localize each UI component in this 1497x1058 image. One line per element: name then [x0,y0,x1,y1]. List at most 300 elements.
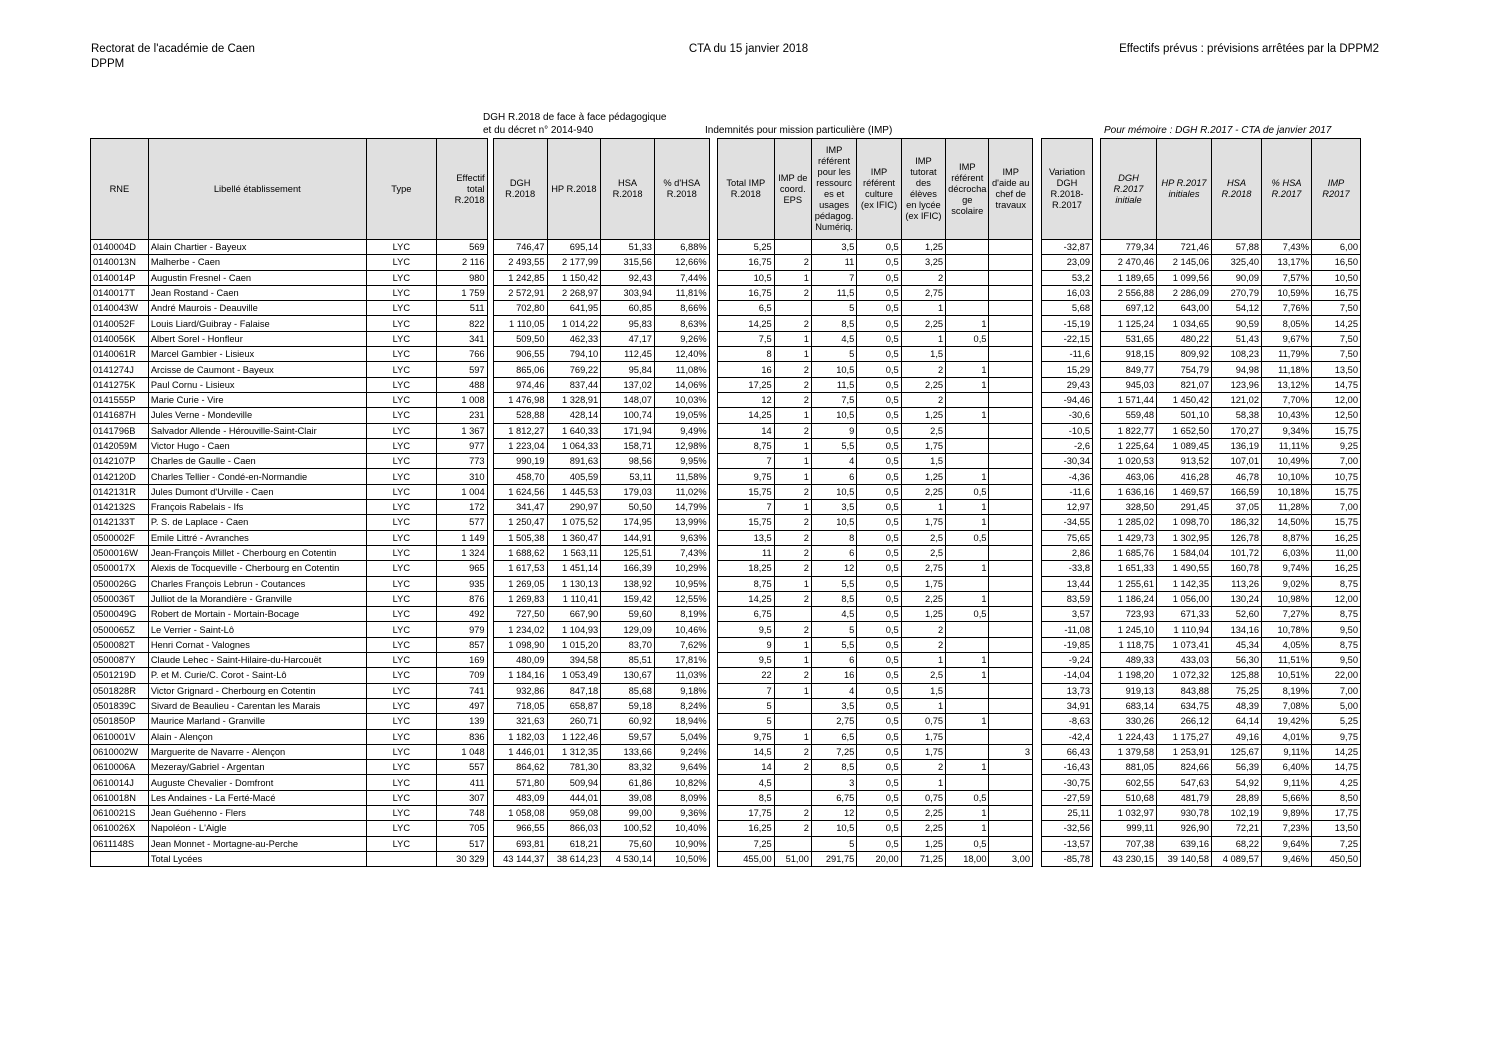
table-row [1101,469,1361,484]
cell-effectif: 748 [437,805,488,820]
cell-imp-tutorat: 2 [901,637,945,652]
cell-imp-tutorat: 2,5 [901,668,945,683]
cell-imp-2017: 7,00 [1312,454,1361,469]
cell-imp-coord: 2 [774,530,811,545]
cell-libelle: Albert Sorel - Honfleur [148,331,366,346]
cell-imp-tutorat: 71,25 [901,851,945,866]
cell-imp-2017: 11,00 [1312,545,1361,560]
cell-pct-hsa: 12,98% [654,438,709,453]
table-row [91,270,1033,285]
cell-hsa-2017: 101,72 [1212,545,1262,560]
cell-pct-hsa: 9,18% [654,683,709,698]
cell-imp-decrochage: 1 [946,362,989,377]
table-row [1042,637,1093,652]
cell-dgh-2017: 559,48 [1101,408,1157,423]
table-row [1042,469,1093,484]
cell-variation: 16,03 [1042,285,1093,300]
cell-imp-2017: 16,25 [1312,561,1361,576]
cell-hp-2017: 266,12 [1157,714,1212,729]
cell-imp-tutorat: 2,25 [901,484,945,499]
cell-total-imp: 6,75 [717,607,774,622]
cell-imp-decrochage [946,285,989,300]
table-row [1101,805,1361,820]
cell-effectif: 497 [437,698,488,713]
table-row [91,607,1033,622]
cell-imp-coord: 2 [774,285,811,300]
table-row [1042,377,1093,392]
cell-imp-culture: 0,5 [857,301,901,316]
cell-imp-ressources: 4,5 [811,331,856,346]
table-row [1042,454,1093,469]
cell-hp-2017: 39 140,58 [1157,851,1212,866]
cell-imp-2017: 14,75 [1312,377,1361,392]
table-row [1042,653,1093,668]
cell-total-imp: 12 [717,392,774,407]
cell-variation: 5,68 [1042,301,1093,316]
table-row [1101,760,1361,775]
cell-hp: 260,71 [547,714,601,729]
cell-total-imp: 17,25 [717,377,774,392]
cell-imp-ressources: 10,5 [811,515,856,530]
caption-dgh-line1: DGH R.2018 de face à face pédagogique [483,112,667,123]
cell-imp-decrochage: 1 [946,805,989,820]
table-row [1101,423,1361,438]
cell-imp-2017: 13,50 [1312,821,1361,836]
cell-effectif: 557 [437,760,488,775]
cell-imp-tutorat: 2,5 [901,530,945,545]
cell-pct-hsa-2017: 6,40% [1262,760,1312,775]
cell-libelle: Malherbe - Caen [148,255,366,270]
cell-imp-2017: 7,25 [1312,836,1361,851]
cell-total-imp: 15,75 [717,484,774,499]
header-center-title: CTA du 15 janvier 2018 [688,43,809,55]
cell-imp-coord [774,301,811,316]
cell-hp: 394,58 [547,653,601,668]
cell-imp-culture: 0,5 [857,698,901,713]
cell-imp-ressources: 10,5 [811,362,856,377]
table-row [1042,484,1093,499]
cell-variation: 13,73 [1042,683,1093,698]
cell-hp-2017: 671,33 [1157,607,1212,622]
cell-imp-2017: 10,50 [1312,270,1361,285]
cell-effectif: 766 [437,347,488,362]
table-row [1042,515,1093,530]
cell-imp-tutorat: 1,25 [901,408,945,423]
cell-rne: 0611148S [91,836,149,851]
cell-imp-aide [989,622,1033,637]
cell-variation: -85,78 [1042,851,1093,866]
cell-type: LYC [366,530,436,545]
table-row [91,622,1033,637]
cell-imp-ressources: 4 [811,683,856,698]
cell-effectif: 569 [437,240,488,255]
cell-hp-2017: 1 302,95 [1157,530,1212,545]
cell-imp-ressources: 10,5 [811,408,856,423]
gap [709,377,717,392]
cell-imp-coord: 2 [774,377,811,392]
cell-dgh-2017: 1 651,33 [1101,561,1157,576]
col-dgh: DGH R.2018 [493,139,547,240]
cell-variation: 83,59 [1042,591,1093,606]
cell-variation: -33,8 [1042,561,1093,576]
gap [709,423,717,438]
cell-hsa-2017: 125,88 [1212,668,1262,683]
cell-effectif: 1 004 [437,484,488,499]
cell-pct-hsa: 10,29% [654,561,709,576]
cell-hsa-2017: 64,14 [1212,714,1262,729]
cell-imp-tutorat: 1,75 [901,438,945,453]
cell-pct-hsa: 11,03% [654,668,709,683]
cell-dgh-2017: 1 020,53 [1101,454,1157,469]
cell-effectif: 857 [437,637,488,652]
table-row [91,729,1033,744]
table-row [91,423,1033,438]
gap [709,576,717,591]
table-row [91,545,1033,560]
cell-rne: 0500002F [91,530,149,545]
table-row [91,285,1033,300]
cell-dgh-2017: 1 285,02 [1101,515,1157,530]
cell-imp-tutorat: 1,75 [901,515,945,530]
cell-hsa-2017: 54,12 [1212,301,1262,316]
cell-type: LYC [366,484,436,499]
cell-libelle: Augustin Fresnel - Caen [148,270,366,285]
cell-imp-decrochage [946,744,989,759]
cell-imp-2017: 7,50 [1312,347,1361,362]
cell-imp-culture: 0,5 [857,805,901,820]
cell-dgh: 727,50 [493,607,547,622]
cell-effectif: 1 759 [437,285,488,300]
cell-pct-hsa-2017: 19,42% [1262,714,1312,729]
cell-imp-2017: 9,50 [1312,622,1361,637]
cell-imp-coord: 2 [774,561,811,576]
cell-imp-aide [989,729,1033,744]
cell-imp-decrochage: 1 [946,316,989,331]
col-hsa: HSA R.2018 [601,139,655,240]
cell-variation: 13,44 [1042,576,1093,591]
cell-libelle: Alexis de Tocqueville - Cherbourg en Cotentin [148,561,366,576]
cell-libelle: Louis Liard/Guibray - Falaise [148,316,366,331]
col-pct-hsa-2017: % HSA R.2017 [1262,139,1312,240]
table-row [1042,729,1093,744]
cell-imp-coord [774,790,811,805]
cell-imp-decrochage: 1 [946,714,989,729]
cell-imp-coord [774,775,811,790]
cell-hp: 959,08 [547,805,601,820]
cell-effectif: 773 [437,454,488,469]
cell-total-imp: 14 [717,423,774,438]
cell-hsa-2017: 126,78 [1212,530,1262,545]
cell-hsa-2017: 186,32 [1212,515,1262,530]
cell-hsa: 133,66 [601,744,655,759]
gap [709,362,717,377]
cell-hsa: 83,32 [601,760,655,775]
cell-total-imp: 15,75 [717,515,774,530]
cell-imp-aide [989,362,1033,377]
cell-dgh: 1 269,05 [493,576,547,591]
cell-imp-aide [989,469,1033,484]
cell-pct-hsa: 7,62% [654,637,709,652]
cell-imp-ressources: 8,5 [811,316,856,331]
cell-imp-culture: 0,5 [857,576,901,591]
table-row [91,561,1033,576]
cell-pct-hsa: 9,24% [654,744,709,759]
table-row [91,714,1033,729]
cell-libelle: Jules Verne - Mondeville [148,408,366,423]
cell-hp: 1 563,11 [547,545,601,560]
cell-libelle: Mezeray/Gabriel - Argentan [148,760,366,775]
cell-total-imp: 455,00 [717,851,774,866]
cell-pct-hsa: 6,88% [654,240,709,255]
gap [709,653,717,668]
cell-effectif: 517 [437,836,488,851]
cell-imp-aide [989,836,1033,851]
cell-imp-culture: 0,5 [857,347,901,362]
cell-hp: 405,59 [547,469,601,484]
cell-imp-2017: 12,50 [1312,408,1361,423]
cell-dgh-2017: 1 822,77 [1101,423,1157,438]
col-hsa-2017: HSA R.2018 [1212,139,1262,240]
cell-imp-coord: 1 [774,347,811,362]
cell-variation: 53,2 [1042,270,1093,285]
gap [709,545,717,560]
cell-imp-tutorat: 2 [901,760,945,775]
caption-dgh [483,111,666,137]
cell-imp-tutorat: 1,25 [901,607,945,622]
cell-imp-aide [989,668,1033,683]
table-row [1042,255,1093,270]
cell-dgh: 865,06 [493,362,547,377]
main-table [90,138,1033,867]
cell-total-imp: 22 [717,668,774,683]
table-row [91,301,1033,316]
cell-hsa: 148,07 [601,392,655,407]
cell-type: LYC [366,438,436,453]
cell-rne: 0140056K [91,331,149,346]
table-row [1042,561,1093,576]
caption-dgh-line2: et du décret n° 2014-940 [483,125,594,136]
table-row [1042,316,1093,331]
col-imp-ressources: IMP référent pour les ressourc es et usages pédagog. Numériq. [811,139,856,240]
cell-total-imp: 7,5 [717,331,774,346]
cell-imp-coord: 1 [774,438,811,453]
cell-imp-coord: 2 [774,515,811,530]
table-row [1042,423,1093,438]
cell-hp: 769,22 [547,362,601,377]
cell-imp-2017: 8,75 [1312,607,1361,622]
cell-libelle: Jean-François Millet - Cherbourg en Cotentin [148,545,366,560]
cell-imp-culture: 0,5 [857,392,901,407]
cell-imp-tutorat: 2,25 [901,805,945,820]
cell-hsa-2017: 58,38 [1212,408,1262,423]
cell-pct-hsa-2017: 14,50% [1262,515,1312,530]
cell-pct-hsa-2017: 10,43% [1262,408,1312,423]
cell-imp-coord: 2 [774,668,811,683]
cell-total-imp: 9,75 [717,729,774,744]
cell-imp-decrochage [946,545,989,560]
cell-dgh: 483,09 [493,790,547,805]
cell-hsa-2017: 51,43 [1212,331,1262,346]
cell-type: LYC [366,821,436,836]
cell-imp-coord: 1 [774,408,811,423]
table-row [91,500,1033,515]
cell-imp-ressources: 5,5 [811,637,856,652]
cell-hp-2017: 913,52 [1157,454,1212,469]
table-row [1101,285,1361,300]
cell-imp-ressources: 291,75 [811,851,856,866]
cell-hsa-2017: 170,27 [1212,423,1262,438]
cell-imp-aide [989,331,1033,346]
cell-dgh: 321,63 [493,714,547,729]
cell-pct-hsa: 12,40% [654,347,709,362]
cell-imp-culture: 0,5 [857,515,901,530]
cell-imp-ressources: 11 [811,255,856,270]
cell-total-imp: 7 [717,683,774,698]
cell-effectif: 705 [437,821,488,836]
cell-imp-culture: 0,5 [857,469,901,484]
cell-imp-ressources: 6 [811,545,856,560]
cell-imp-aide [989,698,1033,713]
cell-variation: -11,6 [1042,347,1093,362]
cell-imp-tutorat: 2,75 [901,285,945,300]
cell-imp-ressources: 6,5 [811,729,856,744]
cell-imp-culture: 0,5 [857,545,901,560]
gap [709,744,717,759]
table-row [1101,331,1361,346]
cell-imp-ressources: 6 [811,469,856,484]
cell-rne: 0140017T [91,285,149,300]
cell-imp-aide [989,714,1033,729]
cell-hsa-2017: 136,19 [1212,438,1262,453]
cell-pct-hsa-2017: 9,67% [1262,331,1312,346]
cell-type: LYC [366,285,436,300]
cell-imp-tutorat: 1 [901,775,945,790]
cell-imp-culture: 0,5 [857,408,901,423]
cell-libelle: Auguste Chevalier - Domfront [148,775,366,790]
cell-variation: -8,63 [1042,714,1093,729]
cell-imp-ressources: 5,5 [811,576,856,591]
cell-libelle: Marie Curie - Vire [148,392,366,407]
table-row [1042,668,1093,683]
cell-pct-hsa: 10,82% [654,775,709,790]
cell-imp-decrochage [946,347,989,362]
cell-pct-hsa: 14,79% [654,500,709,515]
cell-imp-ressources: 7,25 [811,744,856,759]
cell-type: LYC [366,301,436,316]
table-row [1101,240,1361,255]
table-row [1101,408,1361,423]
cell-pct-hsa-2017: 9,34% [1262,423,1312,438]
col-rne: RNE [91,139,149,240]
table-row [91,347,1033,362]
table-row [1042,775,1093,790]
gap [709,484,717,499]
table-row [91,790,1033,805]
variation-table [1041,138,1093,867]
gap [709,331,717,346]
cell-imp-ressources: 4,5 [811,607,856,622]
cell-imp-culture: 0,5 [857,607,901,622]
cell-type: LYC [366,408,436,423]
table-row [1101,500,1361,515]
cell-hp-2017: 1 073,41 [1157,637,1212,652]
cell-effectif: 741 [437,683,488,698]
table-row [1101,668,1361,683]
table-row [1042,240,1093,255]
cell-total-imp: 8,75 [717,438,774,453]
cell-hsa: 47,17 [601,331,655,346]
cell-hp-2017: 1 089,45 [1157,438,1212,453]
gap [709,698,717,713]
cell-imp-culture: 0,5 [857,775,901,790]
cell-pct-hsa: 19,05% [654,408,709,423]
cell-imp-coord: 2 [774,362,811,377]
cell-imp-ressources: 11,5 [811,285,856,300]
cell-dgh: 1 446,01 [493,744,547,759]
cell-pct-hsa: 18,94% [654,714,709,729]
cell-pct-hsa: 9,36% [654,805,709,820]
cell-type: LYC [366,637,436,652]
cell-hp: 847,18 [547,683,601,698]
cell-imp-ressources: 12 [811,805,856,820]
cell-rne: 0141274J [91,362,149,377]
gap [709,316,717,331]
cell-imp-ressources: 6,75 [811,790,856,805]
cell-imp-culture: 0,5 [857,270,901,285]
cell-rne: 0500016W [91,545,149,560]
cell-hp: 837,44 [547,377,601,392]
cell-total-imp: 8,75 [717,576,774,591]
cell-type [366,851,436,866]
cell-hp-2017: 1 584,04 [1157,545,1212,560]
cell-total-imp: 14,5 [717,744,774,759]
cell-hsa-2017: 108,23 [1212,347,1262,362]
cell-dgh-2017: 918,15 [1101,347,1157,362]
cell-effectif: 1 324 [437,545,488,560]
gap [709,821,717,836]
cell-effectif: 30 329 [437,851,488,866]
cell-effectif: 310 [437,469,488,484]
cell-hsa: 158,71 [601,438,655,453]
cell-pct-hsa: 9,49% [654,423,709,438]
cell-rne: 0500026G [91,576,149,591]
cell-dgh-2017: 999,11 [1101,821,1157,836]
cell-dgh-2017: 779,34 [1101,240,1157,255]
cell-imp-aide [989,637,1033,652]
cell-pct-hsa-2017: 6,03% [1262,545,1312,560]
cell-type: LYC [366,347,436,362]
cell-pct-hsa-2017: 7,27% [1262,607,1312,622]
cell-dgh: 1 184,16 [493,668,547,683]
cell-hsa: 100,52 [601,821,655,836]
table-row [1042,591,1093,606]
cell-pct-hsa-2017: 8,87% [1262,530,1312,545]
col-pct-hsa: % d'HSA R.2018 [654,139,709,240]
cell-variation: -10,5 [1042,423,1093,438]
cell-pct-hsa-2017: 9,64% [1262,836,1312,851]
table-row [1101,515,1361,530]
cell-libelle: Total Lycées [148,851,366,866]
cell-dgh-2017: 1 685,76 [1101,545,1157,560]
cell-rne: 0140014P [91,270,149,285]
cell-libelle: Le Verrier - Saint-Lô [148,622,366,637]
cell-effectif: 876 [437,591,488,606]
cell-hsa-2017: 107,01 [1212,454,1262,469]
cell-imp-coord: 2 [774,622,811,637]
cell-pct-hsa: 8,24% [654,698,709,713]
cell-effectif: 979 [437,622,488,637]
cell-imp-tutorat: 1,5 [901,347,945,362]
